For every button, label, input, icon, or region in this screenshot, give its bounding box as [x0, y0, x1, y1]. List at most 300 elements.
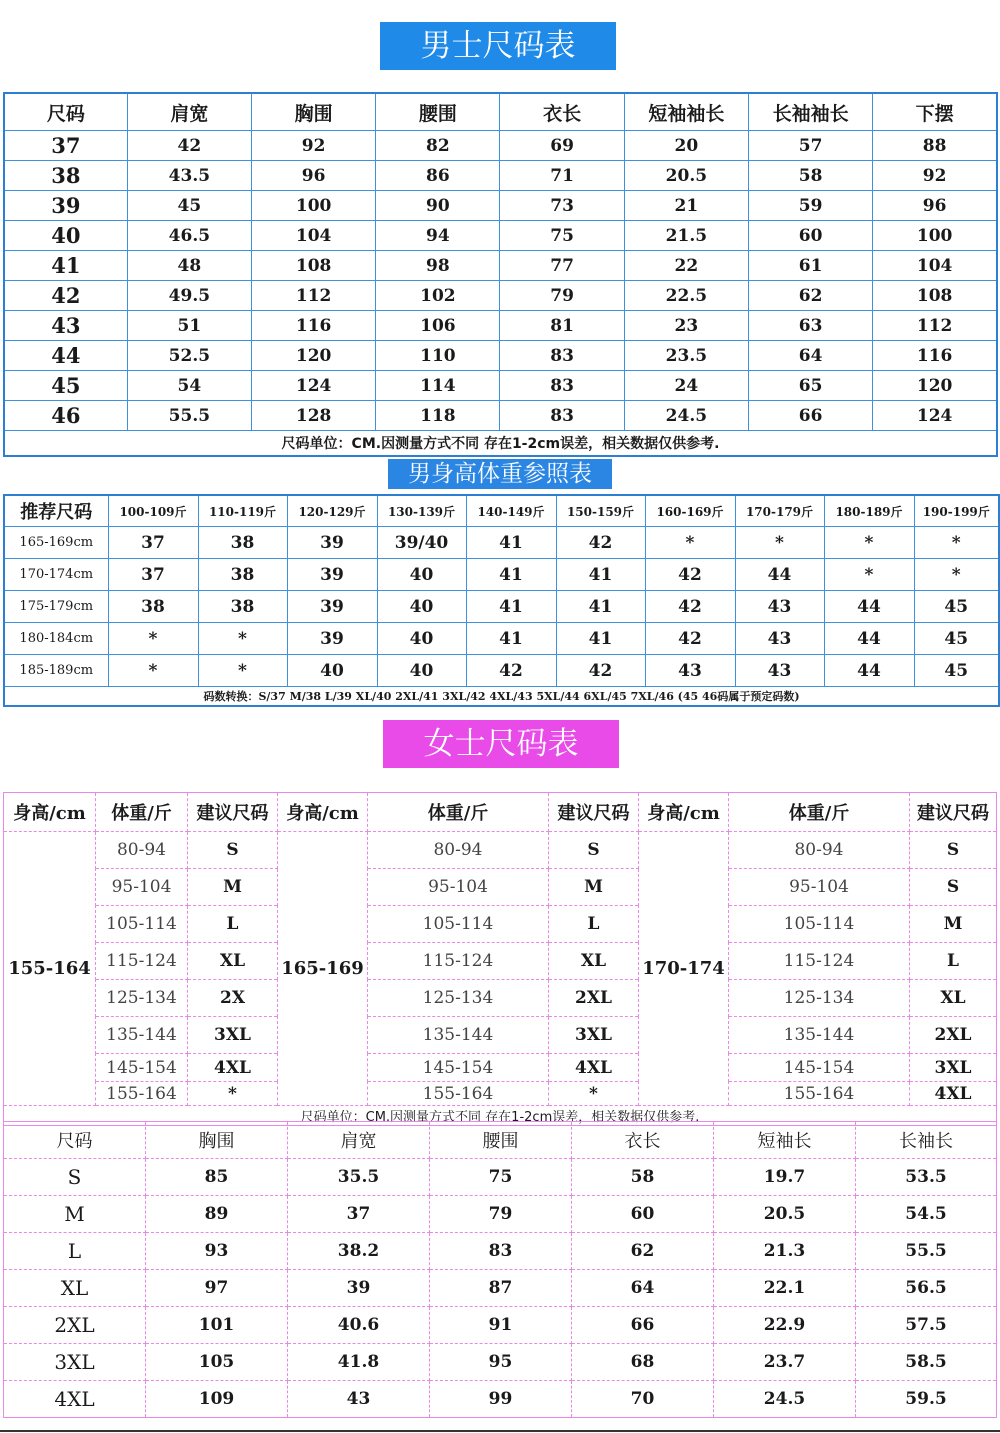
table-cell: 116: [873, 341, 997, 371]
header-cell: 110-119斤: [198, 495, 287, 527]
table-cell: 40: [377, 559, 466, 591]
table-cell: 83: [500, 371, 624, 401]
header-cell: 建议尺码: [188, 793, 278, 832]
table-header-row: [4, 1122, 997, 1159]
table-row: [4, 1344, 997, 1381]
weight-cell: 115-124: [368, 943, 549, 980]
weight-cell: 135-144: [368, 1017, 549, 1054]
table-cell: 100: [873, 221, 997, 251]
header-cell: 肩宽: [288, 1122, 430, 1159]
header-cell: 身高/cm: [278, 793, 368, 832]
table-cell: 79: [430, 1196, 572, 1233]
table-cell: *: [198, 655, 287, 687]
size-cell: S: [188, 832, 278, 869]
table-cell: 39: [287, 623, 377, 655]
size-cell: 4XL: [910, 1082, 997, 1106]
header-cell: 尺码: [4, 1122, 146, 1159]
men-reference-title: 男身高体重参照表: [388, 459, 612, 489]
men-size-chart-title: 男士尺码表: [380, 22, 616, 70]
table-row: [4, 371, 997, 401]
table-cell: 62: [572, 1233, 714, 1270]
table-cell: 120: [251, 341, 375, 371]
size-cell: 43: [4, 311, 127, 341]
table-row: [4, 869, 997, 906]
size-cell: 46: [4, 401, 127, 431]
table-cell: 42: [645, 559, 735, 591]
weight-cell: 145-154: [96, 1054, 188, 1082]
table-cell: 57.5: [856, 1307, 997, 1344]
table-row: [4, 527, 999, 559]
size-cell: 4XL: [188, 1054, 278, 1082]
size-cell: L: [4, 1233, 146, 1270]
weight-cell: 125-134: [729, 980, 910, 1017]
table-cell: 88: [873, 131, 997, 161]
table-cell: 91: [430, 1307, 572, 1344]
size-cell: 45: [4, 371, 127, 401]
table-cell: 116: [251, 311, 375, 341]
table-row: [4, 131, 997, 161]
table-cell: 106: [376, 311, 500, 341]
table-cell: 97: [146, 1270, 288, 1307]
table-cell: 128: [251, 401, 375, 431]
weight-cell: 135-144: [729, 1017, 910, 1054]
table-cell: 58: [748, 161, 872, 191]
header-cell: 150-159斤: [556, 495, 645, 527]
table-cell: 92: [251, 131, 375, 161]
weight-cell: 80-94: [96, 832, 188, 869]
table-cell: 95: [430, 1344, 572, 1381]
table-cell: 96: [251, 161, 375, 191]
table-cell: 44: [824, 591, 914, 623]
table-cell: 48: [127, 251, 251, 281]
table-cell: 40: [377, 655, 466, 687]
table-cell: 35.5: [288, 1159, 430, 1196]
table-cell: 68: [572, 1344, 714, 1381]
table-row: [4, 1159, 997, 1196]
table-cell: 83: [430, 1233, 572, 1270]
table-cell: 41: [466, 623, 556, 655]
header-cell: 180-189斤: [824, 495, 914, 527]
table-cell: 99: [430, 1381, 572, 1418]
divider: [0, 1430, 1000, 1432]
table-cell: 21: [624, 191, 748, 221]
size-cell: 4XL: [4, 1381, 146, 1418]
table-cell: 55.5: [856, 1233, 997, 1270]
table-cell: 83: [500, 401, 624, 431]
table-cell: *: [735, 527, 824, 559]
table-cell: 77: [500, 251, 624, 281]
table-cell: 44: [735, 559, 824, 591]
table-cell: 54: [127, 371, 251, 401]
table-cell: 23: [624, 311, 748, 341]
header-cell: 推荐尺码: [4, 495, 108, 527]
header-cell: 衣长: [500, 93, 624, 131]
table-cell: 43: [735, 655, 824, 687]
table-row: [4, 221, 997, 251]
header-cell: 短袖长: [714, 1122, 856, 1159]
table-cell: 40: [377, 623, 466, 655]
table-cell: 44: [824, 623, 914, 655]
table-row: [4, 906, 997, 943]
men-size-table: [3, 92, 998, 457]
table-row: [4, 1054, 997, 1082]
header-cell: 体重/斤: [368, 793, 549, 832]
size-cell: 42: [4, 281, 127, 311]
table-cell: 39/40: [377, 527, 466, 559]
weight-cell: 80-94: [368, 832, 549, 869]
table-cell: 41.8: [288, 1344, 430, 1381]
table-row: [4, 161, 997, 191]
table-cell: 58.5: [856, 1344, 997, 1381]
header-cell: 140-149斤: [466, 495, 556, 527]
size-cell: 2XL: [549, 980, 639, 1017]
table-cell: *: [914, 559, 999, 591]
table-cell: 98: [376, 251, 500, 281]
table-cell: 39: [287, 591, 377, 623]
table-cell: 45: [914, 591, 999, 623]
table-cell: 112: [873, 311, 997, 341]
table-cell: 75: [430, 1159, 572, 1196]
table-cell: 59: [748, 191, 872, 221]
weight-cell: 135-144: [96, 1017, 188, 1054]
weight-cell: 155-164: [368, 1082, 549, 1106]
table-cell: 93: [146, 1233, 288, 1270]
table-cell: 120: [873, 371, 997, 401]
table-cell: 112: [251, 281, 375, 311]
table-row: [4, 1082, 997, 1106]
table-cell: 105: [146, 1344, 288, 1381]
table-cell: *: [645, 527, 735, 559]
weight-cell: 145-154: [368, 1054, 549, 1082]
table-cell: 38: [198, 591, 287, 623]
table-cell: 79: [500, 281, 624, 311]
table-cell: 61: [748, 251, 872, 281]
height-cell: 175-179cm: [4, 591, 108, 623]
weight-cell: 155-164: [96, 1082, 188, 1106]
weight-cell: 125-134: [368, 980, 549, 1017]
table-header-row: [4, 93, 997, 131]
weight-cell: 95-104: [96, 869, 188, 906]
size-cell: XL: [910, 980, 997, 1017]
table-cell: 51: [127, 311, 251, 341]
table-cell: 24.5: [624, 401, 748, 431]
table-cell: 83: [500, 341, 624, 371]
table-cell: 42: [466, 655, 556, 687]
table-row: [4, 559, 999, 591]
table-cell: 43: [735, 623, 824, 655]
table-row: [4, 191, 997, 221]
size-cell: S: [910, 832, 997, 869]
table-cell: 45: [914, 655, 999, 687]
table-cell: 20: [624, 131, 748, 161]
table-cell: 41: [466, 527, 556, 559]
size-cell: 2XL: [910, 1017, 997, 1054]
header-cell: 120-129斤: [287, 495, 377, 527]
table-cell: 22.1: [714, 1270, 856, 1307]
weight-cell: 145-154: [729, 1054, 910, 1082]
table-cell: 23.5: [624, 341, 748, 371]
table-cell: 64: [748, 341, 872, 371]
header-cell: 腰围: [376, 93, 500, 131]
weight-cell: 115-124: [96, 943, 188, 980]
height-cell: 155-164: [4, 832, 96, 1106]
weight-cell: 115-124: [729, 943, 910, 980]
table-cell: *: [198, 623, 287, 655]
table-cell: 60: [748, 221, 872, 251]
table-cell: 66: [748, 401, 872, 431]
table-cell: 49.5: [127, 281, 251, 311]
header-cell: 190-199斤: [914, 495, 999, 527]
table-cell: 64: [572, 1270, 714, 1307]
table-cell: 92: [873, 161, 997, 191]
table-cell: 23.7: [714, 1344, 856, 1381]
table-cell: 82: [376, 131, 500, 161]
header-cell: 建议尺码: [910, 793, 997, 832]
height-cell: 170-174: [639, 832, 729, 1106]
table-cell: 21.5: [624, 221, 748, 251]
table-cell: 37: [288, 1196, 430, 1233]
size-cell: M: [549, 869, 639, 906]
table-cell: 57: [748, 131, 872, 161]
table-cell: 109: [146, 1381, 288, 1418]
table-cell: 60: [572, 1196, 714, 1233]
weight-cell: 105-114: [729, 906, 910, 943]
table-row: [4, 281, 997, 311]
table-row: [4, 1196, 997, 1233]
table-cell: *: [108, 623, 198, 655]
size-cell: S: [549, 832, 639, 869]
table-cell: 118: [376, 401, 500, 431]
table-cell: 38: [108, 591, 198, 623]
table-row: [4, 832, 997, 869]
header-cell: 下摆: [873, 93, 997, 131]
table-cell: 75: [500, 221, 624, 251]
weight-cell: 125-134: [96, 980, 188, 1017]
table-cell: 94: [376, 221, 500, 251]
measurement-note: 尺码单位：CM.因测量方式不同 存在1-2cm误差，相关数据仅供参考.: [300, 1110, 700, 1125]
size-cell: L: [188, 906, 278, 943]
weight-cell: 80-94: [729, 832, 910, 869]
size-cell: 41: [4, 251, 127, 281]
size-cell: XL: [549, 943, 639, 980]
size-cell: 38: [4, 161, 127, 191]
header-cell: 尺码: [4, 93, 127, 131]
women-size-table: [3, 1121, 997, 1418]
table-cell: *: [108, 655, 198, 687]
women-size-chart-title: 女士尺码表: [383, 720, 619, 768]
table-cell: 40.6: [288, 1307, 430, 1344]
size-cell: 3XL: [549, 1017, 639, 1054]
table-cell: 42: [556, 527, 645, 559]
table-cell: 20.5: [624, 161, 748, 191]
table-cell: 41: [466, 559, 556, 591]
header-cell: 短袖袖长: [624, 93, 748, 131]
size-cell: 37: [4, 131, 127, 161]
height-cell: 165-169: [278, 832, 368, 1106]
table-cell: 69: [500, 131, 624, 161]
table-cell: 43: [645, 655, 735, 687]
table-row: [4, 251, 997, 281]
size-cell: M: [910, 906, 997, 943]
table-cell: 104: [873, 251, 997, 281]
header-cell: 胸围: [146, 1122, 288, 1159]
size-cell: *: [188, 1082, 278, 1106]
table-row: [4, 623, 999, 655]
table-cell: 124: [873, 401, 997, 431]
table-cell: *: [824, 527, 914, 559]
table-header-row: [4, 495, 999, 527]
table-cell: 44: [824, 655, 914, 687]
size-cell: XL: [4, 1270, 146, 1307]
table-cell: 45: [914, 623, 999, 655]
table-cell: 54.5: [856, 1196, 997, 1233]
table-cell: 22.9: [714, 1307, 856, 1344]
size-conversion-note: 码数转换：S/37 M/38 L/39 XL/40 2XL/41 3XL/42 4XL/43 5XL/44 6XL/45 7XL/46 (45 46码属于预定码数): [4, 687, 999, 707]
table-cell: 110: [376, 341, 500, 371]
table-cell: 66: [572, 1307, 714, 1344]
size-cell: 3XL: [4, 1344, 146, 1381]
table-cell: 20.5: [714, 1196, 856, 1233]
table-cell: 62: [748, 281, 872, 311]
table-cell: 43: [735, 591, 824, 623]
size-cell: 3XL: [188, 1017, 278, 1054]
table-cell: 81: [500, 311, 624, 341]
size-cell: 44: [4, 341, 127, 371]
size-cell: L: [549, 906, 639, 943]
table-cell: 55.5: [127, 401, 251, 431]
height-cell: 180-184cm: [4, 623, 108, 655]
header-cell: 长袖长: [856, 1122, 997, 1159]
table-cell: 56.5: [856, 1270, 997, 1307]
weight-cell: 95-104: [368, 869, 549, 906]
table-cell: 108: [873, 281, 997, 311]
header-cell: 胸围: [251, 93, 375, 131]
table-cell: 85: [146, 1159, 288, 1196]
table-row: [4, 401, 997, 431]
table-cell: 87: [430, 1270, 572, 1307]
table-cell: 53.5: [856, 1159, 997, 1196]
header-cell: 体重/斤: [96, 793, 188, 832]
weight-cell: 95-104: [729, 869, 910, 906]
header-cell: 腰围: [430, 1122, 572, 1159]
table-row: [4, 311, 997, 341]
table-cell: 73: [500, 191, 624, 221]
table-row: [4, 1381, 997, 1418]
men-reference-table: [3, 494, 1000, 707]
table-cell: 41: [556, 559, 645, 591]
table-cell: 58: [572, 1159, 714, 1196]
table-cell: 86: [376, 161, 500, 191]
size-cell: 2XL: [4, 1307, 146, 1344]
weight-cell: 155-164: [729, 1082, 910, 1106]
table-cell: 21.3: [714, 1233, 856, 1270]
table-header-row: [4, 793, 997, 832]
table-cell: 42: [127, 131, 251, 161]
table-cell: 45: [127, 191, 251, 221]
header-cell: 130-139斤: [377, 495, 466, 527]
table-cell: 114: [376, 371, 500, 401]
table-cell: 19.7: [714, 1159, 856, 1196]
size-cell: 2X: [188, 980, 278, 1017]
header-cell: 100-109斤: [108, 495, 198, 527]
table-cell: 24.5: [714, 1381, 856, 1418]
table-cell: 40: [377, 591, 466, 623]
table-row: [4, 1017, 997, 1054]
table-cell: 42: [645, 591, 735, 623]
header-cell: 身高/cm: [639, 793, 729, 832]
table-cell: *: [914, 527, 999, 559]
table-row: [4, 341, 997, 371]
header-cell: 体重/斤: [729, 793, 910, 832]
size-cell: 40: [4, 221, 127, 251]
table-cell: 22: [624, 251, 748, 281]
table-row: [4, 1307, 997, 1344]
height-cell: 170-174cm: [4, 559, 108, 591]
table-row: [4, 980, 997, 1017]
weight-cell: 105-114: [96, 906, 188, 943]
table-cell: 108: [251, 251, 375, 281]
table-cell: 65: [748, 371, 872, 401]
table-cell: 101: [146, 1307, 288, 1344]
table-cell: 89: [146, 1196, 288, 1233]
size-cell: XL: [188, 943, 278, 980]
table-cell: 96: [873, 191, 997, 221]
table-cell: *: [824, 559, 914, 591]
table-cell: 38.2: [288, 1233, 430, 1270]
table-cell: 43.5: [127, 161, 251, 191]
table-cell: 38: [198, 559, 287, 591]
table-cell: 39: [288, 1270, 430, 1307]
table-cell: 39: [287, 527, 377, 559]
size-cell: *: [549, 1082, 639, 1106]
header-cell: 160-169斤: [645, 495, 735, 527]
table-cell: 40: [287, 655, 377, 687]
size-cell: M: [188, 869, 278, 906]
table-row: [4, 1270, 997, 1307]
table-cell: 59.5: [856, 1381, 997, 1418]
header-cell: 衣长: [572, 1122, 714, 1159]
table-cell: 41: [556, 623, 645, 655]
table-row: [4, 591, 999, 623]
table-cell: 41: [556, 591, 645, 623]
table-row: [4, 1233, 997, 1270]
size-cell: 4XL: [549, 1054, 639, 1082]
table-cell: 43: [288, 1381, 430, 1418]
size-cell: S: [4, 1159, 146, 1196]
size-cell: M: [4, 1196, 146, 1233]
table-cell: 22.5: [624, 281, 748, 311]
size-cell: S: [910, 869, 997, 906]
table-cell: 42: [645, 623, 735, 655]
weight-cell: 105-114: [368, 906, 549, 943]
table-cell: 102: [376, 281, 500, 311]
women-reference-table: [3, 792, 997, 1126]
table-cell: 37: [108, 527, 198, 559]
height-cell: 165-169cm: [4, 527, 108, 559]
measurement-note: 尺码单位：CM.因测量方式不同 存在1-2cm误差，相关数据仅供参考.: [4, 431, 997, 457]
size-cell: L: [910, 943, 997, 980]
header-cell: 170-179斤: [735, 495, 824, 527]
note-row: [4, 431, 997, 457]
header-cell: 建议尺码: [549, 793, 639, 832]
size-cell: 3XL: [910, 1054, 997, 1082]
header-cell: 身高/cm: [4, 793, 96, 832]
table-cell: 70: [572, 1381, 714, 1418]
table-row: [4, 943, 997, 980]
table-cell: 38: [198, 527, 287, 559]
header-cell: 长袖袖长: [748, 93, 872, 131]
table-cell: 63: [748, 311, 872, 341]
